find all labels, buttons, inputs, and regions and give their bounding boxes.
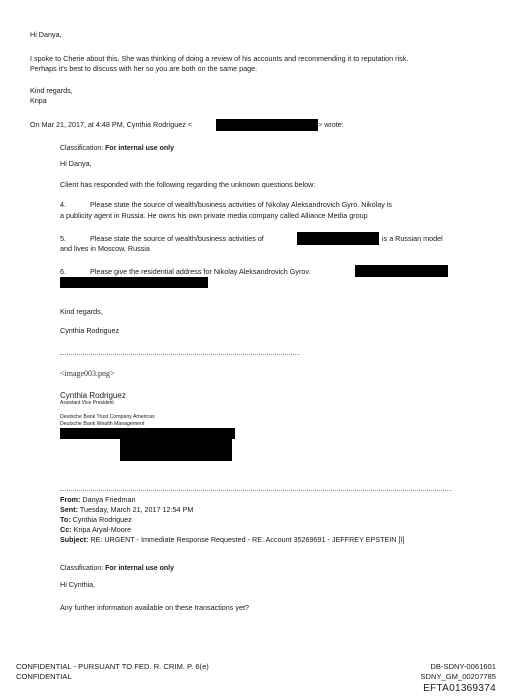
divider [60,354,300,355]
body-line-2: Perhaps it's best to discuss with her so you are both on the same page. [30,64,258,73]
item-5-number: 5. [60,234,66,243]
cc-line: Cc: Kripa Aryal-Moore [60,525,132,534]
body-line-1: I spoke to Cherie about this. She was thinking of doing a review of his accounts and recommending it to reputation risk. [30,54,409,63]
redaction [120,439,232,450]
signature: Kripa [30,96,47,105]
footer-right-2: SDNY_GM_00207785 [420,672,496,681]
divider [60,490,452,491]
subject-line: Subject: RE: URGENT - Immediate Response Requested - RE: Account 35269691 - JEFFREY EPSTEIN [I] [60,535,405,544]
quoted-signature: Cynthia Rodriguez [60,326,120,335]
quote-intro-suffix: > wrote: [318,120,344,129]
item-6-text: Please give the residential address for Nikolay Aleksandrovich Gyrov. [90,267,311,276]
quote-intro: On Mar 21, 2017, at 4:48 PM, Cynthia Rodriguez < [30,120,193,129]
footer-left-1: CONFIDENTIAL - PURSUANT TO FED. R. CRIM. P. 6(e) [16,662,209,671]
quoted-signoff: Kind regards, [60,307,103,316]
original-classification: Classification: For internal use only [60,565,174,572]
redaction [60,277,208,288]
redaction [297,232,379,245]
footer-right-1: DB-SDNY-0061601 [430,662,496,671]
redaction [60,428,235,439]
redaction [120,450,232,461]
item-5-text-2: and lives in Moscow, Russia [60,244,150,253]
sig-company-1: Deutsche Bank Trust Company Americas [60,414,155,420]
quoted-greeting: Hi Danya, [60,159,92,168]
item-4-number: 4. [60,200,66,209]
item-5-text-after: is a Russian model [382,234,443,243]
sig-company-2: Deutsche Bank Wealth Management [60,421,145,427]
original-body: Any further information available on these transactions yet? [60,603,249,612]
redaction [216,119,318,131]
footer-left-2: CONFIDENTIAL [16,672,72,681]
item-5-text: Please state the source of wealth/business activities of [90,234,264,243]
sent-line: Sent: Tuesday, March 21, 2017 12:54 PM [60,505,194,514]
bates-number: EFTA01369374 [423,683,496,694]
greeting: Hi Danya, [30,30,62,39]
sig-title: Assistant Vice President [60,400,114,406]
to-line: To: Cynthia Rodriguez [60,515,132,524]
item-6-number: 6. [60,267,66,276]
from-line: From: Danya Friedman [60,495,136,504]
quoted-intro: Client has responded with the following regarding the unknown questions below: [60,180,316,189]
item-4-text: Please state the source of wealth/business activities of Nikolay Aleksandrovich Gyro. Nikolay is [90,200,393,209]
sig-name: Cynthia Rodriguez [60,391,126,400]
original-greeting: Hi Cynthia, [60,580,96,589]
classification-label: Classification: For internal use only [60,145,174,152]
image-placeholder: <image003.png> [60,369,115,378]
redaction [355,265,448,277]
signoff: Kind regards, [30,86,73,95]
item-4-text-2: a publicity agent in Russia. He owns his own private media company called Alliance Media group [60,211,368,220]
